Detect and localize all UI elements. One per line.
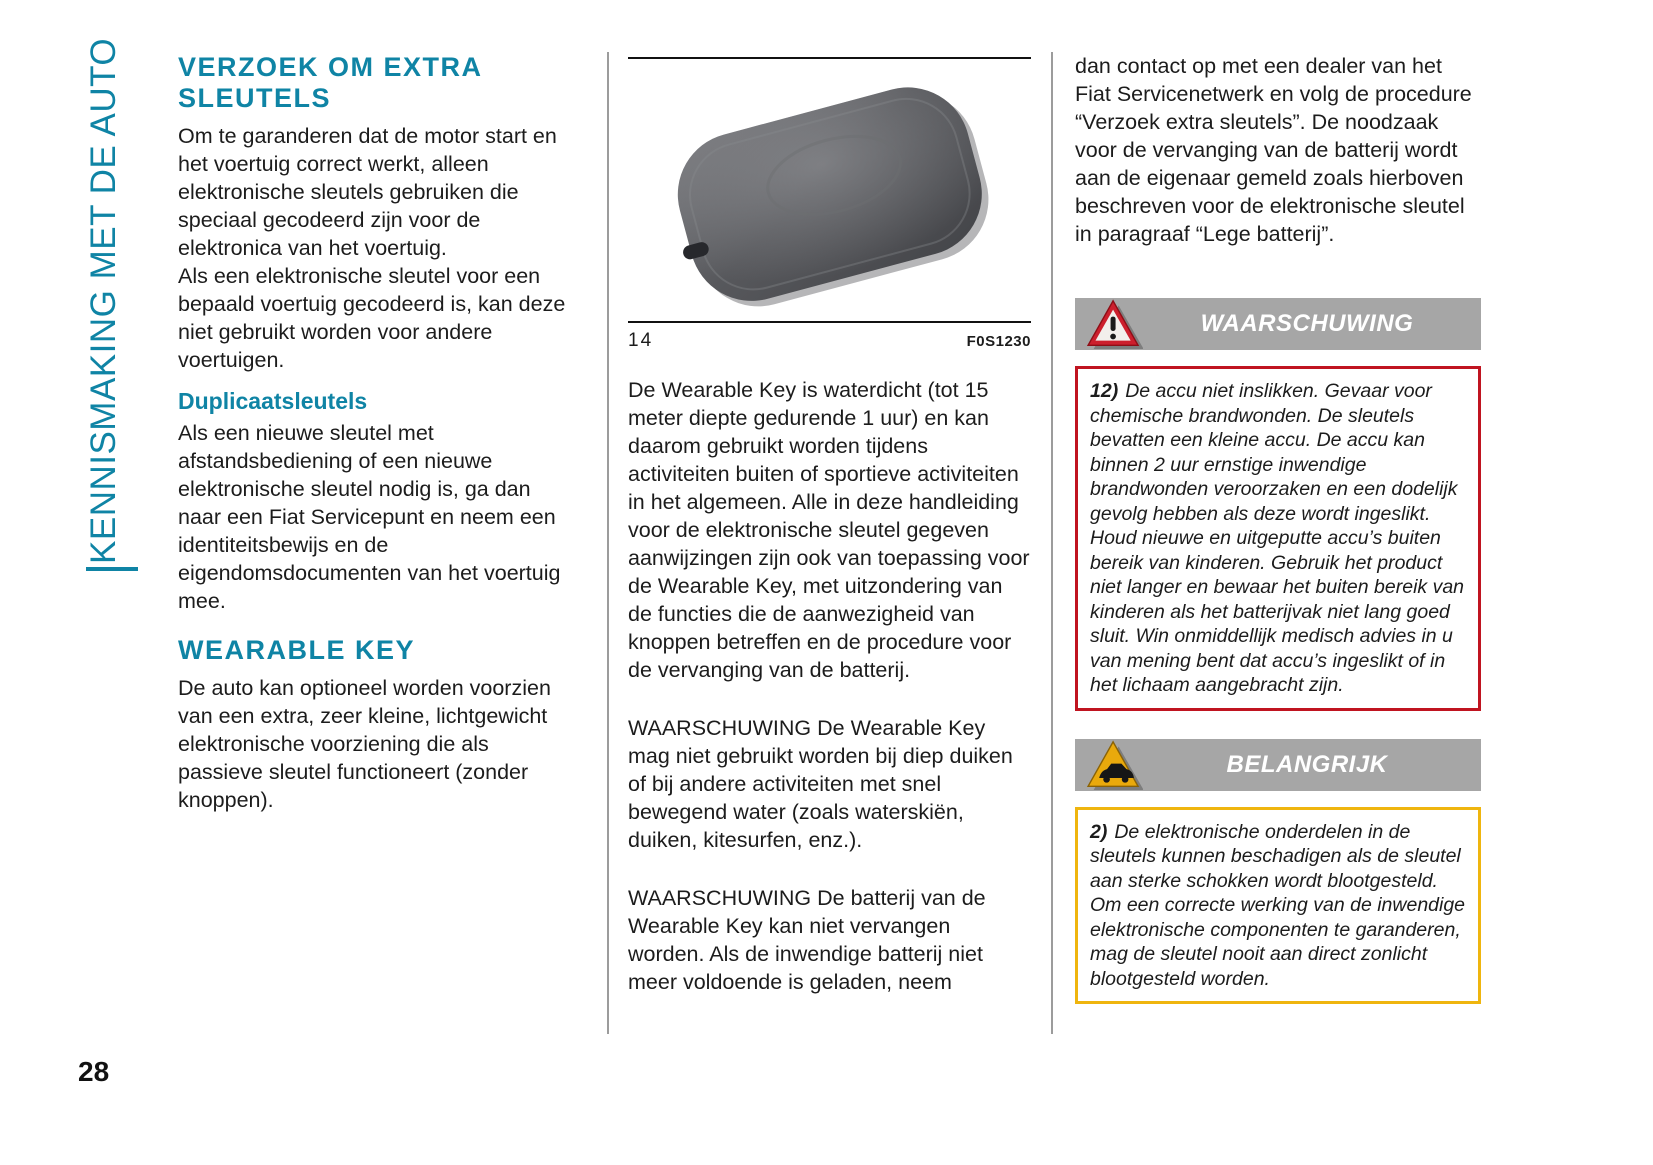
wearable-key-image [630, 59, 1030, 321]
subheading-duplicaatsleutels: Duplicaatsleutels [178, 388, 368, 414]
column-right [1075, 52, 1481, 1004]
paragraph-wearable-key-details: De Wearable Key is waterdicht (tot 15 meter diepte gedurende 1 uur) en kan daarom gebruikt worden tijdens activiteiten buiten of sportieve activiteiten in het algemeen. Alle in deze handleiding voor de elektronische sleutel gegeven aanwijzingen zijn ook van toepassing voor de Wearable Key, met uitzondering van de functies die de aanwezigheid van knoppen betreffen en de procedure voor de vervanging van de batterij. [628, 378, 1030, 682]
paragraph-extra-sleutels-1: Om te garanderen dat de motor start en het voertuig correct werkt, alleen elektronische sleutels gebruiken die speciaal gecodeerd zijn voor de elektronica van het voertuig. [178, 124, 557, 260]
warning-header-label: WAARSCHUWING [1200, 310, 1414, 337]
important-box-text [1090, 820, 1466, 992]
figure-number: 14 [628, 330, 654, 351]
column-left [178, 52, 578, 814]
important-header-bar [1075, 739, 1481, 791]
heading-wearable-key: WEARABLE KEY [178, 635, 416, 665]
column-middle [628, 52, 1031, 996]
chapter-title-underline [86, 567, 138, 571]
paragraph-warning-water: WAARSCHUWING De Wearable Key mag niet gebruikt worden bij diep duiken of bij andere activiteiten met snel bewegend water (zoals waterskiën, duiken, kitesurfen, enz.). [628, 716, 1013, 852]
important-triangle-icon [1085, 740, 1143, 790]
figure-code: F0S1230 [966, 333, 1031, 350]
figure-caption [628, 323, 1031, 352]
column-divider [1051, 52, 1053, 1034]
warning-item-number: 12) [1090, 380, 1119, 402]
heading-verzoek-om-extra-sleutels: VERZOEK OM EXTRA SLEUTELS [178, 52, 482, 113]
important-item-text: De elektronische onderdelen in de sleutels kunnen beschadigen als de sleutel aan sterke schokken wordt blootgesteld. Om een correcte werking van de inwendige elektronische componenten te garanderen, mag de sleutel nooit aan direct zonlicht blootgesteld worden. [1090, 820, 1466, 990]
warning-item-text: De accu niet inslikken. Gevaar voor chemische brandwonden. De sleutels bevatten een kleine accu. De accu kan binnen 2 uur ernstige inwendige brandwonden veroorzaken en een dodelijk gevolg hebben als deze wordt ingeslikt. Houd nieuwe en uitgeputte accu’s buiten bereik van kinderen. Gebruik het product niet langer en bewaar het buiten bereik van kinderen als het batterijvak niet lang goed sluit. Win onmiddellijk medisch advies in u van mening bent dat accu’s ingeslikt of in het lichaam aangebracht zijn. [1090, 380, 1465, 696]
figure-wearable-key [628, 57, 1031, 323]
paragraph-duplicaatsleutels: Als een nieuwe sleutel met afstandsbediening of een nieuwe elektronische sleutel nodig is, ga dan naar een Fiat Servicepunt en neem een identiteitsbewijs en de eigendomsdocumenten van het voertuig mee. [178, 421, 561, 613]
warning-box [1075, 366, 1481, 711]
chapter-title-vertical: KENNISMAKING MET DE AUTO [84, 37, 123, 564]
important-box [1075, 807, 1481, 1005]
important-item-number: 2) [1090, 820, 1108, 843]
warning-header-bar [1075, 298, 1481, 350]
paragraph-dealer-contact: dan contact op met een dealer van het Fiat Servicenetwerk en volg de procedure “Verzoek extra sleutels”. De noodzaak voor de vervanging van de batterij wordt aan de eigenaar gemeld zoals hierboven beschreven voor de elektronische sleutel in paragraaf “Lege batterij”. [1075, 54, 1472, 246]
paragraph-warning-battery: WAARSCHUWING De batterij van de Wearable Key kan niet vervangen worden. Als de inwendige batterij niet meer voldoende is geladen, neem [628, 886, 986, 994]
important-header-label: BELANGRIJK [1226, 750, 1388, 778]
page-number: 28 [78, 1056, 110, 1087]
paragraph-extra-sleutels-2: Als een elektronische sleutel voor een bepaald voertuig gecodeerd is, kan deze niet gebruikt worden voor andere voertuigen. [178, 264, 566, 372]
warning-box-text [1090, 379, 1466, 698]
paragraph-wearable-key-intro: De auto kan optioneel worden voorzien van een extra, zeer kleine, lichtgewicht elektronische voorziening die als passieve sleutel functioneert (zonder knoppen). [178, 676, 551, 812]
warning-triangle-icon [1085, 299, 1143, 349]
column-divider [607, 52, 609, 1034]
